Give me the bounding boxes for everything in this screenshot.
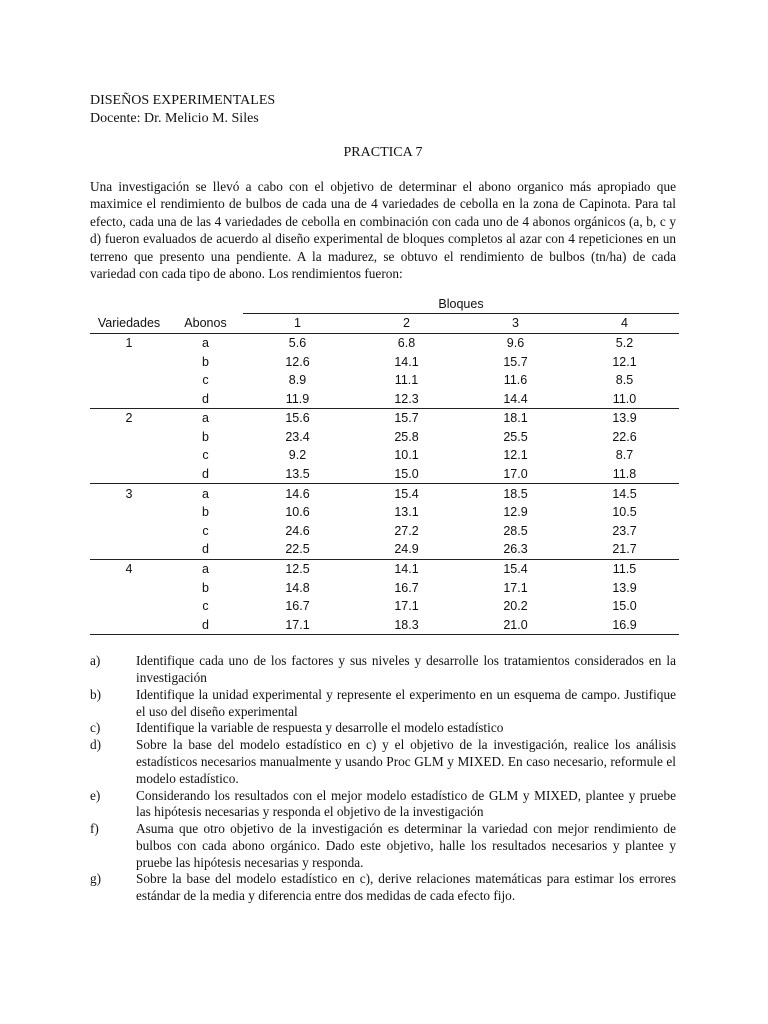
question-item [90, 653, 676, 687]
abono-cell: d [168, 465, 243, 484]
abono-cell: b [202, 580, 209, 595]
variety-cell: 2 [125, 411, 133, 426]
table-row [90, 503, 679, 522]
question-letter: a) [90, 653, 101, 669]
header-block-1: 1 [243, 314, 352, 334]
question-list [90, 653, 676, 905]
yield-block-4: 21.7 [570, 540, 679, 559]
yield-block-3: 15.7 [503, 354, 528, 369]
question-item [90, 788, 676, 822]
intro-paragraph: Una investigación se llevó a cabo con el objetivo de determinar el abono organico más apropiado que maximice el rendimiento de bulbos de cada una de 4 variedades de cebolla en la zona de Capinota. Para tal efecto, cada una de las 4 variedades de cebolla en combinación con cada uno de 4 abonos orgánicos (a, b, c y d) fueron evaluados de acuerdo al diseño experimental de bloques completos al azar con 4 repeticiones en un terreno que presento una pendiente. A la madurez, se obtuvo el rendimiento de bulbos (tn/ha) de cada variedad con cada tipo de abono. Los rendimientos fueron: [90, 179, 676, 282]
abono-cell: c [202, 599, 209, 614]
variety-cell [90, 465, 168, 484]
yield-block-3: 9.6 [506, 335, 525, 350]
variety-cell: 4 [125, 562, 133, 577]
table-row [90, 465, 679, 484]
abono-cell: c [202, 448, 209, 463]
yield-block-1: 9.2 [288, 448, 307, 463]
yield-block-2: 14.1 [394, 354, 419, 369]
abono-cell: a [202, 411, 209, 426]
question-letter: g) [90, 871, 102, 887]
yield-block-3: 21.0 [461, 616, 570, 635]
table-row [90, 352, 679, 371]
yield-block-3: 12.9 [503, 505, 528, 520]
yield-block-1: 11.9 [243, 389, 352, 408]
yield-block-4: 14.5 [612, 486, 637, 501]
variety-cell: 1 [125, 335, 133, 350]
table-row [90, 409, 679, 428]
yield-block-4: 5.2 [615, 335, 634, 350]
table-row [90, 578, 679, 597]
yield-block-3: 12.1 [503, 448, 528, 463]
variety-cell [90, 389, 168, 408]
yield-block-2: 13.1 [394, 505, 419, 520]
yield-block-4: 22.6 [612, 429, 637, 444]
yield-block-3: 18.5 [503, 486, 528, 501]
variety-cell [90, 578, 168, 597]
abono-cell: d [168, 616, 243, 635]
yield-block-1: 5.6 [288, 335, 307, 350]
yield-block-1: 15.6 [285, 411, 310, 426]
abono-cell: c [202, 373, 209, 388]
yield-block-3: 20.2 [503, 599, 528, 614]
table-row [90, 522, 679, 541]
document-page [90, 92, 676, 905]
variety-cell [90, 503, 168, 522]
question-letter: d) [90, 737, 102, 753]
yield-block-2: 15.7 [394, 411, 419, 426]
yield-block-1: 8.9 [288, 373, 307, 388]
yield-table [90, 294, 679, 635]
table-body [90, 333, 679, 635]
yield-block-2: 18.3 [352, 616, 461, 635]
abono-cell: b [202, 505, 209, 520]
question-letter: c) [90, 720, 101, 736]
table-row [90, 389, 679, 408]
yield-block-2: 27.2 [394, 523, 419, 538]
yield-block-2: 16.7 [394, 580, 419, 595]
yield-block-4: 10.5 [612, 505, 637, 520]
yield-block-4: 11.5 [612, 562, 637, 577]
yield-block-3: 26.3 [461, 540, 570, 559]
yield-block-1: 12.5 [285, 562, 310, 577]
yield-block-2: 11.1 [394, 373, 419, 388]
question-text: Sobre la base del modelo estadístico en c), derive relaciones matemáticas para estimar los errores estándar de la media y diferencia entre dos medidas de cada efecto fijo. [136, 871, 676, 904]
question-item [90, 720, 676, 737]
question-text: Identifique la variable de respuesta y desarrolle el modelo estadístico [136, 720, 504, 736]
yield-block-3: 25.5 [503, 429, 528, 444]
header-block-4: 4 [570, 314, 679, 334]
question-text: Asuma que otro objetivo de la investigación es determinar la variedad con mejor rendimiento de bulbos con cada abono orgánico. Dado este objetivo, halle los resultados necesarios y plantee y pruebe las hipótesis necesarias y responda. [136, 821, 676, 870]
table-row [90, 616, 679, 635]
table-row [90, 428, 679, 447]
table-row [90, 559, 679, 578]
blocks-label: Bloques [438, 296, 484, 311]
variety-cell [90, 371, 168, 390]
yield-block-1: 13.5 [243, 465, 352, 484]
abono-cell: a [202, 562, 209, 577]
yield-block-2: 12.3 [352, 389, 461, 408]
yield-block-1: 12.6 [285, 354, 310, 369]
header-variedades: Variedades [90, 314, 168, 334]
variety-cell [90, 522, 168, 541]
yield-block-1: 17.1 [243, 616, 352, 635]
yield-block-2: 6.8 [397, 335, 416, 350]
yield-block-1: 16.7 [285, 599, 310, 614]
question-letter: e) [90, 787, 101, 803]
yield-block-3: 14.4 [461, 389, 570, 408]
yield-block-2: 14.1 [394, 562, 419, 577]
yield-block-4: 12.1 [612, 354, 637, 369]
instructor-name: Docente: Dr. Melicio M. Siles [90, 111, 259, 126]
question-text: Sobre la base del modelo estadístico en c) y el objetivo de la investigación, realice los análisis estadísticos necesarios manualmente y usando Proc GLM y MIXED. En caso necesario, reformule el modelo estadístico. [136, 737, 676, 786]
abono-cell: b [202, 429, 209, 444]
yield-block-1: 23.4 [285, 429, 310, 444]
header-abonos: Abonos [168, 314, 243, 334]
yield-block-3: 17.0 [461, 465, 570, 484]
question-item [90, 687, 676, 721]
header-block-3: 3 [461, 314, 570, 334]
abono-cell: b [202, 354, 209, 369]
yield-block-1: 10.6 [285, 505, 310, 520]
variety-cell [90, 540, 168, 559]
table-row [90, 540, 679, 559]
yield-block-4: 11.8 [570, 465, 679, 484]
header-block-2: 2 [352, 314, 461, 334]
yield-block-2: 25.8 [394, 429, 419, 444]
yield-block-4: 16.9 [570, 616, 679, 635]
yield-block-1: 24.6 [285, 523, 310, 538]
table-row [90, 333, 679, 352]
yield-block-3: 28.5 [503, 523, 528, 538]
question-letter: f) [90, 821, 99, 837]
yield-block-4: 23.7 [612, 523, 637, 538]
variety-cell [90, 352, 168, 371]
yield-block-4: 8.5 [615, 373, 634, 388]
question-text: Identifique cada uno de los factores y sus niveles y desarrolle los tratamientos considerados en la investigación [136, 653, 676, 685]
yield-block-4: 15.0 [612, 599, 637, 614]
yield-block-3: 15.4 [503, 562, 528, 577]
table-row [90, 446, 679, 465]
yield-block-4: 8.7 [615, 448, 634, 463]
table-row [90, 371, 679, 390]
yield-block-2: 10.1 [394, 448, 419, 463]
question-item [90, 871, 676, 905]
variety-cell [90, 616, 168, 635]
abono-cell: a [202, 486, 209, 501]
course-name: DISEÑOS EXPERIMENTALES [90, 93, 276, 108]
page-title: PRACTICA 7 [343, 145, 423, 160]
yield-block-2: 24.9 [352, 540, 461, 559]
abono-cell: c [202, 523, 209, 538]
yield-block-3: 17.1 [503, 580, 528, 595]
question-text: Identifique la unidad experimental y represente el experimento en un esquema de campo. Justifique el uso del diseño experimental [136, 686, 676, 719]
table-row [90, 597, 679, 616]
question-text: Considerando los resultados con el mejor modelo estadístico de GLM y MIXED, plantee y pruebe las hipótesis necesarias y responda el objetivo de la investigación [136, 787, 676, 820]
variety-cell [90, 446, 168, 465]
yield-block-1: 14.8 [285, 580, 310, 595]
yield-block-2: 17.1 [394, 599, 419, 614]
yield-block-2: 15.0 [352, 465, 461, 484]
yield-block-1: 22.5 [243, 540, 352, 559]
question-letter: b) [90, 686, 102, 702]
yield-block-4: 13.9 [612, 411, 637, 426]
question-item [90, 737, 676, 787]
yield-block-3: 11.6 [503, 373, 528, 388]
abono-cell: d [168, 389, 243, 408]
yield-block-4: 11.0 [570, 389, 679, 408]
yield-block-1: 14.6 [285, 486, 310, 501]
yield-block-3: 18.1 [503, 411, 528, 426]
variety-cell: 3 [125, 486, 133, 501]
variety-cell [90, 597, 168, 616]
table-row [90, 484, 679, 503]
question-item [90, 821, 676, 871]
variety-cell [90, 428, 168, 447]
yield-block-2: 15.4 [394, 486, 419, 501]
abono-cell: d [168, 540, 243, 559]
yield-block-4: 13.9 [612, 580, 637, 595]
abono-cell: a [202, 335, 209, 350]
